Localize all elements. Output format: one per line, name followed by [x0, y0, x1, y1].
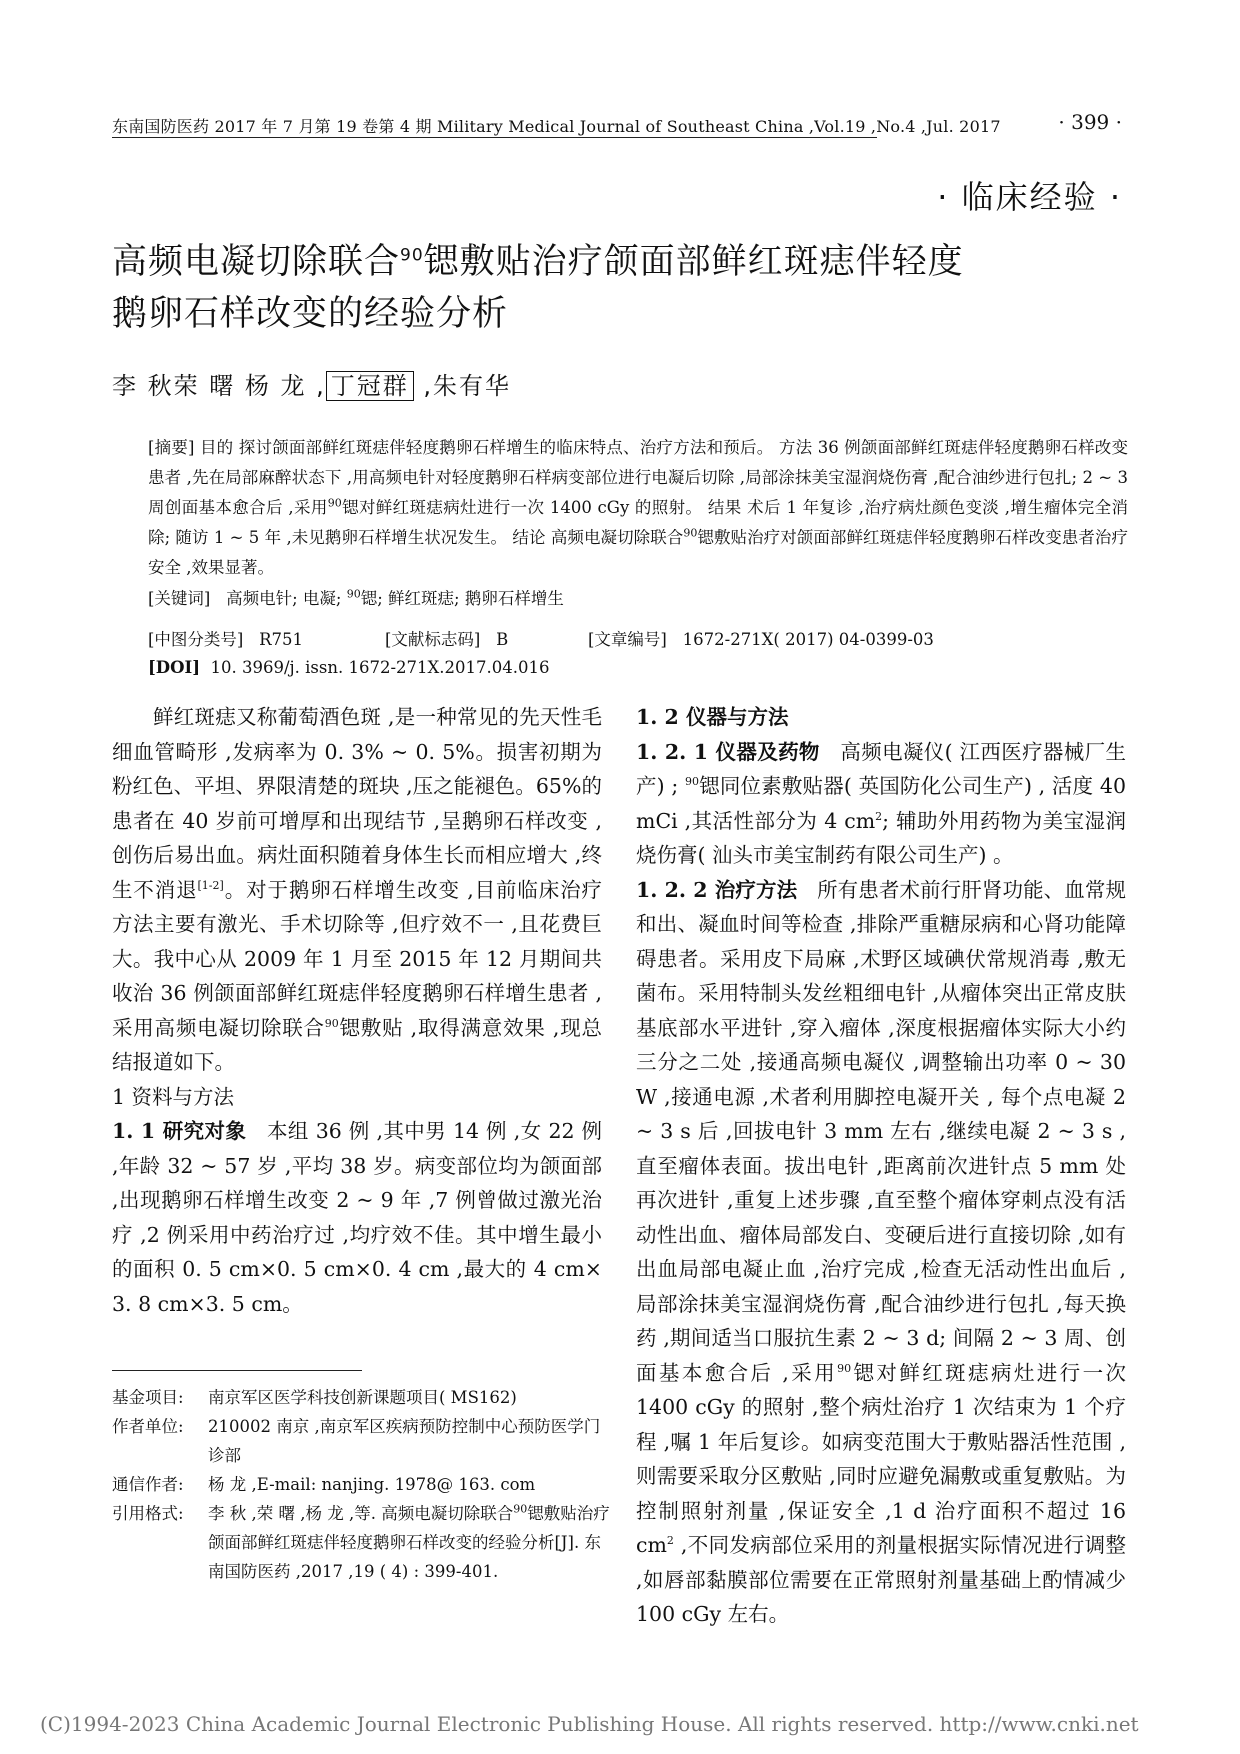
footnote-rule [112, 1370, 362, 1371]
section-heading-1: 1 资料与方法 [112, 1084, 235, 1109]
intro-sup: 90 [324, 1016, 339, 1030]
subsection-1-2-1-label: 1. 2. 1 仪器及药物 [636, 739, 820, 764]
doc-value: B [496, 630, 509, 649]
header-rule [112, 137, 877, 138]
section-tag: · 临床经验 · [937, 178, 1122, 216]
intro-ref: [1-2] [197, 878, 224, 892]
clc-label: [中图分类号] [148, 630, 244, 649]
doc-code [385, 626, 508, 650]
footnotes [112, 1383, 612, 1586]
h122-sup2: 2 [666, 1534, 674, 1548]
abstract-text-b: 锶对鲜红斑痣病灶进行一次 1400 cGy 的照射。 结果 术后 1 年复诊 ,治疗病灶颜色变淡 ,增生瘤体完全消除; 随访 1 ~ 5 年 ,未见鹅卵石样增生状况发生。 结论 高频电凝切除联合 [148, 498, 1128, 547]
abstract-text-c: 锶敷贴治疗对颌面部鲜红斑痣伴轻度鹅卵石样改变患者治疗安全 ,效果显著。 [148, 528, 1128, 577]
author-list [112, 366, 511, 401]
keywords-text-b: 锶; 鲜红斑痣; 鹅卵石样增生 [360, 589, 564, 608]
subsection-1-2: 1. 2 仪器与方法 [636, 705, 789, 729]
copyright-footer: (C)1994-2023 China Academic Journal Electronic Publishing House. All rights reserved. http://www.cnki.net [40, 1712, 1139, 1736]
doi-value: 10. 3969/j. issn. 1672-271X.2017.04.016 [210, 658, 550, 677]
h121-sup2: 2 [875, 809, 883, 823]
intro-c: 锶敷贴 ,取得满意效果 ,现总结报道如下。 [112, 1015, 602, 1074]
running-header: 东南国防医药 2017 年 7 月第 19 卷第 4 期 Military Medical Journal of Southeast China ,Vol.19 ,No.4 ,Jul. 2017 [112, 117, 1001, 136]
fund-label: 基金项目: [112, 1388, 184, 1407]
intro-paragraph [112, 700, 602, 1080]
cite-label: 引用格式: [112, 1504, 184, 1523]
keywords-sup: 90 [346, 587, 361, 601]
cite-a: 李 秋 ,荣 曙 ,杨 龙 ,等. 高频电凝切除联合 [208, 1504, 514, 1523]
intro-b: 。对于鹅卵石样增生改变 ,目前临床治疗方法主要有激光、手术切除等 ,但疗效不一 ,且花费巨大。我中心从 2009 年 1 月至 2015 年 12 月期间共收治 36 例颌面部鲜红斑痣伴轻度鹅卵石样增生患者 ,采用高频电凝切除联合 [112, 877, 602, 1040]
page-number: · 399 · [1058, 110, 1122, 134]
abstract-text-a: [摘要] 目的 探讨颌面部鲜红斑痣伴轻度鹅卵石样增生的临床特点、治疗方法和预后。 方法 36 例颌面部鲜红斑痣伴轻度鹅卵石样改变患者 ,先在局部麻醉状态下 ,用高频电针对轻度鹅卵石样病变部位进行电凝后切除 ,局部涂抹美宝湿润烧伤膏 ,配合油纱进行包扎; 2 ~ 3 周创面基本愈合后 ,采用 [148, 438, 1128, 517]
intro-a: 鲜红斑痣又称葡萄酒色斑 ,是一种常见的先天性毛细血管畸形 ,发病率为 0. 3% ~ 0. 5%。损害初期为粉红色、平坦、界限清楚的斑块 ,压之能褪色。65%的患者在 40 岁前可增厚和出现结节 ,呈鹅卵石样改变 ,创伤后易出血。病灶面积随着身体生长而相应增大 ,终生不消退 [112, 705, 602, 902]
subsection-1-2-1 [636, 735, 1126, 873]
doi-label: [DOI] [148, 658, 201, 677]
h122-b: 锶对鲜红斑痣病灶进行一次 1400 cGy 的照射 ,整个病灶治疗 1 次结束为 1 个疗程 ,嘱 1 年后复诊。如病变范围大于敷贴器活性范围 ,则需要采取分区敷贴 ,同时应避免漏敷或重复敷贴。为控制照射剂量 ,保证安全 ,1 d 治疗面积不超过 16 cm [636, 1360, 1126, 1557]
unit-value: 210002 南京 ,南京军区疾病预防控制中心预防医学门诊部 [208, 1417, 601, 1465]
abstract-sup-2: 90 [683, 526, 698, 540]
doc-label: [文献标志码] [385, 630, 481, 649]
subsection-1-1-text: 本组 36 例 ,其中男 14 例 ,女 22 例 ,年龄 32 ~ 57 岁 ,平均 38 岁。病变部位均为颌面部 ,出现鹅卵石样增生改变 2 ~ 9 年 ,7 例曾做过激光治疗 ,2 例采用中药治疗过 ,均疗效不佳。其中增生最小的面积 0. 5 cm×0. 5 cm×0. 4 cm ,最大的 4 cm× 3. 8 cm×3. 5 cm。 [112, 1119, 602, 1316]
corr-label: 通信作者: [112, 1475, 184, 1494]
corr-value: 杨 龙 ,E-mail: nanjing. 1978@ 163. com [208, 1475, 536, 1494]
h121-b: 锶同位素敷贴器( 英国防化公司生产) , 活度 40 mCi ,其活性部分为 4 cm [636, 774, 1126, 833]
abstract-sup-1: 90 [327, 496, 342, 510]
doi-line [148, 658, 550, 677]
right-column [636, 700, 1126, 1632]
art-label: [文章编号] [588, 630, 667, 649]
cite-sup: 90 [513, 1502, 528, 1516]
unit-label: 作者单位: [112, 1417, 184, 1436]
cite-value [208, 1499, 612, 1586]
subsection-1-2-2 [636, 873, 1126, 1632]
title-line2: 鹅卵石样改变的经验分析 [112, 294, 509, 334]
title-superscript: 90 [400, 245, 424, 266]
keywords-label: [关键词] [148, 589, 211, 608]
authors-after: ,朱有华 [413, 372, 512, 400]
classification-line [148, 626, 303, 650]
subsection-1-1-label: 1. 1 研究对象 [112, 1119, 247, 1143]
article-number [588, 626, 934, 650]
article-title [112, 236, 1132, 340]
left-column [112, 700, 602, 1321]
cite-b: 锶敷贴治疗颌面部鲜红斑痣伴轻度鹅卵石样改变的经验分析[J]. 东南国防医药 ,2017 ,19 ( 4) : 399-401. [208, 1504, 610, 1581]
authors-before: 李 秋荣 曙 杨 龙 , [112, 372, 326, 400]
keywords-text-a: 高频电针; 电凝; [226, 589, 347, 608]
title-line1-b: 锶敷贴治疗颌面部鲜红斑痣伴轻度 [423, 242, 964, 282]
art-value: 1672-271X( 2017) 04-0399-03 [682, 630, 934, 649]
abstract [148, 433, 1128, 583]
h122-c: ,不同发病部位采用的剂量根据实际情况进行调整 ,如唇部黏膜部位需要在正常照射剂量基础上酌情减少 100 cGy 左右。 [636, 1533, 1126, 1626]
clc-value: R751 [259, 630, 304, 649]
h122-sup: 90 [837, 1361, 852, 1375]
h121-a: 高频电凝仪( 江西医疗器械厂生产) ; [636, 739, 1126, 798]
title-line1-a: 高频电凝切除联合 [112, 242, 401, 282]
subsection-1-1 [112, 1114, 602, 1321]
keywords [148, 585, 564, 609]
subsection-1-2-2-label: 1. 2. 2 治疗方法 [636, 877, 798, 902]
h122-a: 所有患者术前行肝肾功能、血常规和出、凝血时间等检查 ,排除严重糖尿病和心肾功能障碍患者。采用皮下局麻 ,术野区域碘伏常规消毒 ,敷无菌布。采用特制头发丝粗细电针 ,从瘤体突出正常皮肤基底部水平进针 ,穿入瘤体 ,深度根据瘤体实际大小约三分之二处 ,接通高频电凝仪 ,调整输出功率 0 ~ 30 W ,接通电源 ,术者利用脚控电凝开关 , 每个点电凝 2 ~ 3 s 后 ,回拔电针 3 mm 左右 ,继续电凝 2 ~ 3 s ,直至瘤体表面。拔出电针 ,距离前次进针点 5 mm 处再次进针 ,重复上述步骤 ,直至整个瘤体穿刺点没有活动性出血、瘤体局部发白、变硬后进行直接切除 ,如有出血局部电凝止血 ,治疗完成 ,检查无活动性出血后 ,局部涂抹美宝湿润烧伤膏 ,配合油纱进行包扎 ,每天换药 ,期间适当口服抗生素 2 ~ 3 d; 间隔 2 ~ 3 周、创面基本愈合后 ,采用 [636, 877, 1126, 1385]
fund-value: 南京军区医学科技创新课题项目( MS162) [208, 1388, 517, 1407]
h121-sup: 90 [684, 775, 699, 789]
h121-c: ; 辅助外用药物为美宝湿润烧伤膏( 汕头市美宝制药有限公司生产) 。 [636, 808, 1126, 867]
boxed-author: 丁冠群 [326, 371, 414, 401]
